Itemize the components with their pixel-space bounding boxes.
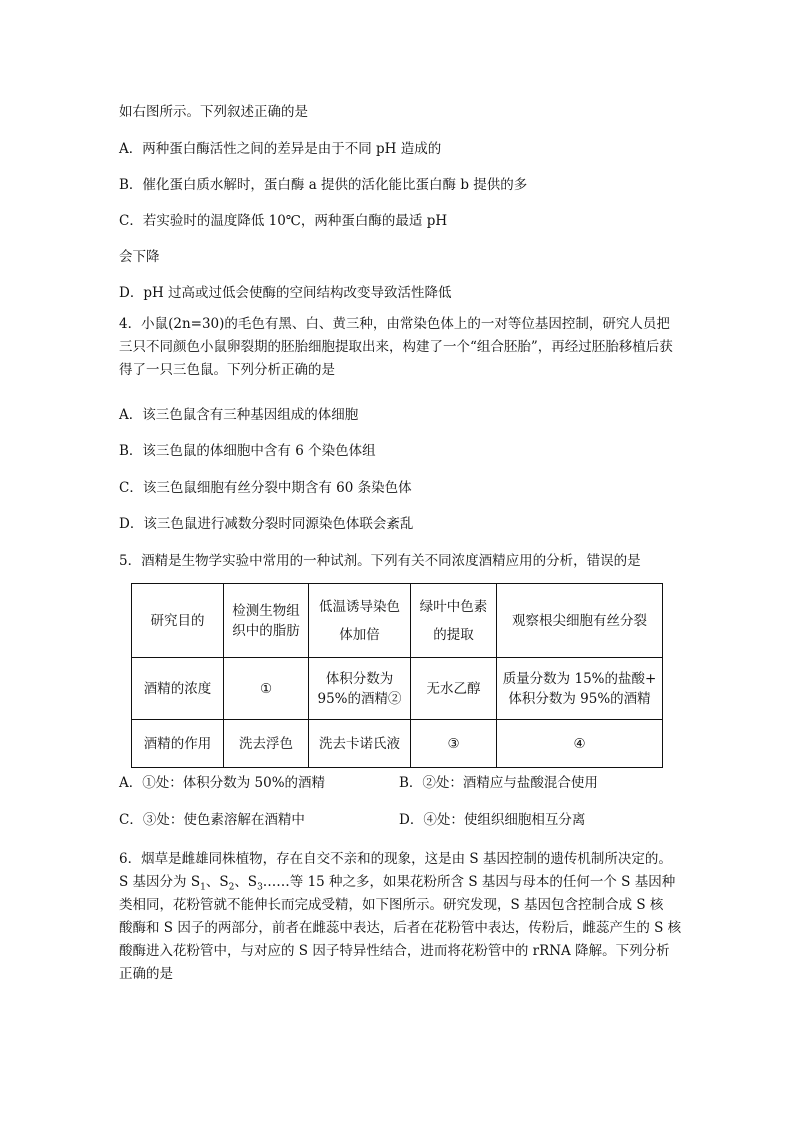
- q5-stem: 5．酒精是生物学实验中常用的一种试剂。下列有关不同浓度酒精应用的分析，错误的是: [119, 553, 641, 569]
- table-cell: 无水乙醇: [411, 658, 497, 720]
- table-row: [132, 720, 663, 768]
- q4-option-d: D．该三色鼠进行减数分裂时同源染色体联会紊乱: [119, 516, 414, 532]
- q4-stem: 4．小鼠(2n=30)的毛色有黑、白、黄三种，由常染色体上的一对等位基因控制，研究人员把三只不同颜色小鼠卵裂期的胚胎细胞提取出来，构建了一个“组合胚胎”，再经过胚胎移植后获得了一只三色鼠。下列分析正确的是: [119, 316, 673, 378]
- table-cell: 体积分数为 95%的酒精②: [309, 658, 411, 720]
- q5-option-c: C．③处：使色素溶解在酒精中: [119, 812, 305, 828]
- table-header: 观察根尖细胞有丝分裂: [497, 584, 663, 658]
- table-header: 绿叶中色素 的提取: [411, 584, 497, 658]
- q3-stem: 如右图所示。下列叙述正确的是: [119, 104, 308, 120]
- table-cell: 质量分数为 15%的盐酸+ 体积分数为 95%的酒精: [497, 658, 663, 720]
- table-header: 检测生物组 织中的脂肪: [224, 584, 309, 658]
- q6-line-2: S 基因分为 $S_1$、$S_2$、$S_3\dots\dots$等 15 种之多，如果花粉所含 S 基因与母本的任何一个 S 基因种: [119, 874, 676, 893]
- table-cell: ④: [497, 720, 663, 768]
- table-cell: ③: [411, 720, 497, 768]
- q6-line-3: 类相同，花粉管就不能伸长而完成受精，如下图所示。研究发现，S 基因包含控制合成 S 核: [119, 897, 664, 913]
- table-cell: 酒精的作用: [132, 720, 224, 768]
- table-cell: ①: [224, 658, 309, 720]
- q4-option-b: B．该三色鼠的体细胞中含有 6 个染色体组: [119, 443, 376, 459]
- table-header-row: [132, 584, 663, 658]
- q3-option-a: A．两种蛋白酶活性之间的差异是由于不同 pH 造成的: [119, 141, 442, 157]
- table-cell: 洗去浮色: [224, 720, 309, 768]
- table-row: [132, 658, 663, 720]
- q6-line-4: 酸酶和 S 因子的两部分，前者在雌蕊中表达，后者在花粉管中表达，传粉后，雌蕊产生的 S 核: [119, 920, 682, 936]
- q4-option-a: A．该三色鼠含有三种基因组成的体细胞: [119, 407, 359, 423]
- alcohol-table: [131, 583, 663, 768]
- table-cell: 洗去卡诺氏液: [309, 720, 411, 768]
- table-header: 低温诱导染色 体加倍: [309, 584, 411, 658]
- q5-option-b: B．②处：酒精应与盐酸混合使用: [399, 775, 598, 791]
- table-header: 研究目的: [132, 584, 224, 658]
- q6-line-6: 正确的是: [119, 966, 173, 982]
- q3-option-c-continued: 会下降: [119, 249, 160, 265]
- q4-option-c: C．该三色鼠细胞有丝分裂中期含有 60 条染色体: [119, 480, 412, 496]
- q3-option-d: D．pH 过高或过低会使酶的空间结构改变导致活性降低: [119, 285, 452, 301]
- q6-line-5: 酸酶进入花粉管中，与对应的 S 因子特异性结合，进而将花粉管中的 rRNA 降解。下列分析: [119, 943, 670, 959]
- q3-option-b: B．催化蛋白质水解时，蛋白酶 a 提供的活化能比蛋白酶 b 提供的多: [119, 177, 528, 193]
- q5-option-a: A．①处：体积分数为 50%的酒精: [119, 775, 326, 791]
- table-cell: 酒精的浓度: [132, 658, 224, 720]
- q5-option-d: D．④处：使组织细胞相互分离: [399, 812, 586, 828]
- q6-line-1: 6．烟草是雌雄同株植物，存在自交不亲和的现象，这是由 S 基因控制的遗传机制所决定的。: [119, 851, 672, 867]
- q3-option-c: C．若实验时的温度降低 10℃，两种蛋白酶的最适 pH: [119, 213, 448, 229]
